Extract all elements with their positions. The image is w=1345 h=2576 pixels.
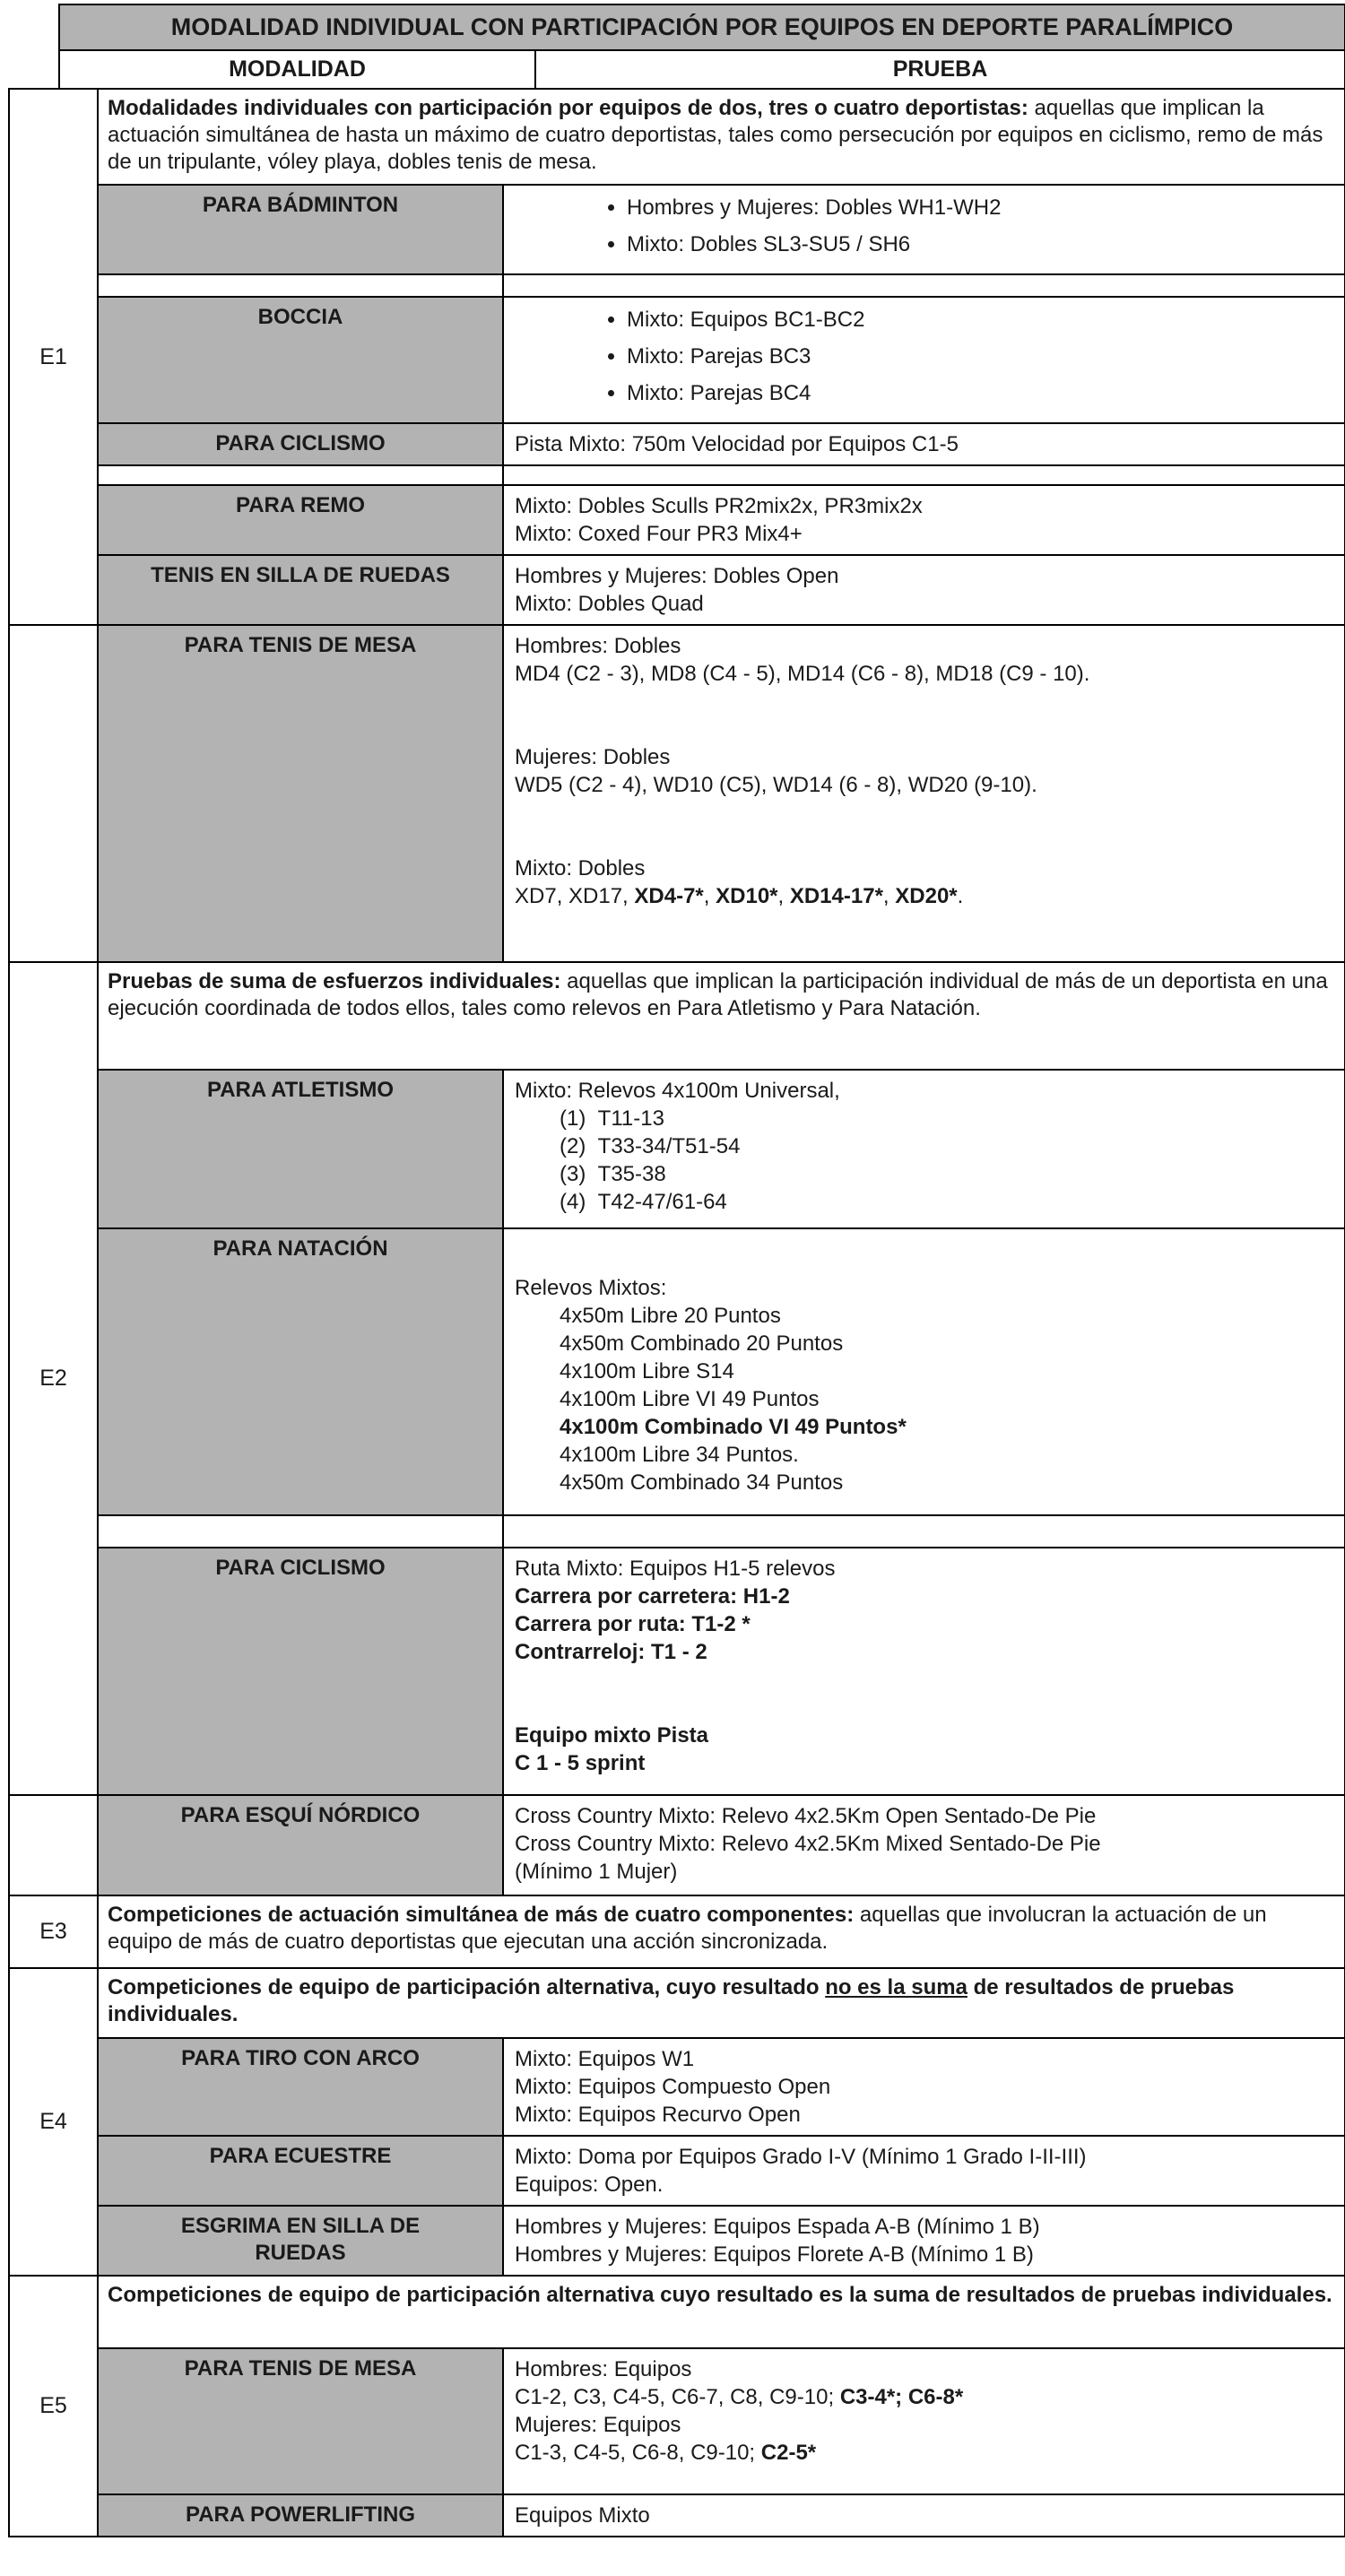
sport-cell-remo: PARA REMO (99, 486, 504, 556)
tenis-mesa-hombres-group (515, 632, 1333, 688)
text-line: Mixto: Relevos 4x100m Universal, (515, 1079, 840, 1103)
text-line: Mixto: Dobles Quad (515, 592, 704, 616)
e4-description (99, 1969, 1344, 2039)
text-line: Mixto: Coxed Four PR3 Mix4+ (515, 522, 803, 546)
text-line: Pista Mixto: 750m Velocidad por Equipos C1-5 (515, 432, 959, 456)
list-item: • Mixto: Parejas BC3 (627, 343, 1333, 370)
prueba-cell-tenis-mesa-equipos (504, 2349, 1344, 2495)
text-line: Equipos: Open. (515, 2173, 664, 2197)
prueba-cell-ciclismo-ruta (504, 1548, 1344, 1796)
text-line: Hombres: Equipos (515, 2357, 692, 2381)
text-line: Mixto: Equipos W1 (515, 2047, 695, 2071)
ciclismo-pista-group (515, 1722, 1333, 1777)
prueba-cell-tiro-con-arco (504, 2039, 1344, 2137)
spacer-cell (99, 275, 504, 298)
list-item: • Hombres y Mujeres: Dobles WH1-WH2 (627, 194, 1333, 221)
row-label-e2 (10, 963, 99, 1796)
text-line: 4x50m Combinado 34 Puntos (560, 1470, 844, 1495)
prueba-cell-esqui-nordico (504, 1796, 1344, 1896)
e4-description-post: de resultados de pruebas individuales. (108, 1975, 1235, 2026)
e5-description-text: Competiciones de equipo de participación alternativa cuyo resultado es la suma de resultados de pruebas individuales. (108, 2283, 1332, 2307)
text-line: (1) T11-13 (560, 1106, 664, 1131)
prueba-cell-esgrima (504, 2207, 1344, 2277)
text-line: Mujeres: Dobles (515, 745, 671, 769)
prueba-cell-tenis-mesa (504, 626, 1344, 963)
list-item: • Mixto: Parejas BC4 (627, 379, 1333, 407)
text-line: (4) T42-47/61-64 (560, 1190, 727, 1214)
e1-description-lead: Modalidades individuales con participación por equipos de dos, tres o cuatro deportistas: (108, 96, 1028, 120)
text-line: (Mínimo 1 Mujer) (515, 1860, 678, 1884)
prueba-cell-powerlifting (504, 2495, 1344, 2536)
column-header-prueba: PRUEBA (892, 56, 988, 82)
spacer-cell (504, 466, 1344, 486)
spacer-cell (504, 1516, 1344, 1548)
list-item: • Mixto: Dobles SL3-SU5 / SH6 (627, 230, 1333, 258)
atletismo-classes-list (515, 1105, 1333, 1216)
text-line: Cross Country Mixto: Relevo 4x2.5Km Open Sentado-De Pie (515, 1804, 1097, 1828)
natacion-events-list (515, 1302, 1333, 1496)
sport-cell-tiro-con-arco: PARA TIRO CON ARCO (99, 2039, 504, 2137)
prueba-cell-tenis-silla (504, 556, 1344, 626)
text-line: Carrera por carretera: H1-2 (515, 1584, 790, 1609)
text-line: Cross Country Mixto: Relevo 4x2.5Km Mixed Sentado-De Pie (515, 1832, 1101, 1856)
e2-description (99, 963, 1344, 1071)
e1-description (99, 90, 1344, 186)
sport-cell-boccia: BOCCIA (99, 298, 504, 424)
sport-cell-esgrima: ESGRIMA EN SILLA DE RUEDAS (99, 2207, 504, 2277)
spacer-cell (99, 466, 504, 486)
spacer-cell (504, 275, 1344, 298)
text-line: (3) T35-38 (560, 1162, 666, 1186)
prueba-cell-ciclismo (504, 424, 1344, 466)
text-line: XD7, XD17, XD4-7*, XD10*, XD14-17*, XD20*. (515, 884, 964, 908)
text-line: Hombres: Dobles (515, 634, 681, 658)
text-line: Mixto: Doma por Equipos Grado I-V (Mínimo 1 Grado I-II-III) (515, 2145, 1087, 2169)
text-line: 4x50m Libre 20 Puntos (560, 1304, 781, 1328)
e3-description (99, 1896, 1344, 1969)
text-line: Hombres y Mujeres: Equipos Espada A-B (Mínimo 1 B) (515, 2215, 1040, 2239)
e4-description-underlined: no es la suma (825, 1975, 968, 1999)
text-line: MD4 (C2 - 3), MD8 (C4 - 5), MD14 (C6 - 8), MD18 (C9 - 10). (515, 662, 1090, 686)
text-line: Carrera por ruta: T1-2 * (515, 1612, 751, 1636)
column-header-modalidad: MODALIDAD (60, 51, 536, 88)
text-line: (2) T33-34/T51-54 (560, 1134, 741, 1158)
e3-description-text: aquellas que involucran la actuación de un equipo de más de cuatro deportistas que ejecutan una acción sincronizada. (108, 1903, 1267, 1954)
table-body (8, 88, 1345, 2537)
sport-cell-tenis-mesa: PARA TENIS DE MESA (99, 626, 504, 963)
prueba-cell-ecuestre (504, 2137, 1344, 2207)
row-label-e4 (10, 1969, 99, 2277)
row-label-empty-1 (10, 626, 99, 963)
e4-description-pre: Competiciones de equipo de participación alternativa, cuyo resultado (108, 1975, 826, 1999)
sport-cell-esqui-nordico: PARA ESQUÍ NÓRDICO (99, 1796, 504, 1896)
text-line: Relevos Mixtos: (515, 1276, 667, 1300)
list-item: • Mixto: Equipos BC1-BC2 (627, 306, 1333, 334)
tenis-mesa-mujeres-group (515, 743, 1333, 799)
prueba-cell-remo (504, 486, 1344, 556)
text-line: Equipos Mixto (515, 2503, 650, 2528)
prueba-cell-badminton (504, 186, 1344, 275)
text-line: 4x100m Combinado VI 49 Puntos* (560, 1415, 907, 1439)
text-line: 4x100m Libre S14 (560, 1359, 734, 1383)
sport-cell-ciclismo: PARA CICLISMO (99, 424, 504, 466)
page-title: MODALIDAD INDIVIDUAL CON PARTICIPACIÓN POR EQUIPOS EN DEPORTE PARALÍMPICO (58, 4, 1345, 51)
e3-description-lead: Competiciones de actuación simultánea de más de cuatro componentes: (108, 1903, 855, 1927)
text-line: C1-3, C4-5, C6-8, C9-10; C2-5* (515, 2441, 817, 2465)
text-line: Hombres y Mujeres: Dobles Open (515, 564, 839, 588)
row-label-e5 (10, 2277, 99, 2536)
sport-cell-tenis-mesa-equipos: PARA TENIS DE MESA (99, 2349, 504, 2495)
table-header (58, 4, 1345, 88)
spacer-cell (99, 1516, 504, 1548)
row-label-empty-2 (10, 1796, 99, 1896)
text-line: C 1 - 5 sprint (515, 1751, 646, 1775)
e2-description-text: aquellas que implican la participación individual de más de un deportista en una ejecución coordinada de todos ellos, tales como relevos en Para Atletismo y Para Natación. (108, 969, 1328, 1020)
text-line: Contrarreloj: T1 - 2 (515, 1640, 707, 1664)
row-label-e1 (10, 90, 99, 626)
text-line: Ruta Mixto: Equipos H1-5 relevos (515, 1557, 836, 1581)
sport-cell-natacion: PARA NATACIÓN (99, 1229, 504, 1516)
sport-cell-atletismo: PARA ATLETISMO (99, 1071, 504, 1229)
sport-cell-ecuestre: PARA ECUESTRE (99, 2137, 504, 2207)
prueba-cell-atletismo (504, 1071, 1344, 1229)
text-line: Mixto: Dobles (515, 856, 646, 880)
prueba-cell-natacion (504, 1229, 1344, 1516)
boccia-events-list (515, 306, 1333, 407)
e1-label: E1 (39, 343, 67, 369)
sport-cell-ciclismo-ruta: PARA CICLISMO (99, 1548, 504, 1796)
e1-description-text: aquellas que implican la actuación simultánea de hasta un máximo de cuatro deportistas, tales como persecución por equipos en ciclismo, remo de más de un tripulante, vóley playa, dobles tenis de mesa. (108, 96, 1323, 174)
text-line: C1-2, C3, C4-5, C6-7, C8, C9-10; C3-4*; C6-8* (515, 2385, 964, 2409)
text-line: Mixto: Equipos Recurvo Open (515, 2103, 801, 2127)
e5-label: E5 (39, 2393, 67, 2418)
row-label-e3 (10, 1896, 99, 1969)
text-line: 4x100m Libre 34 Puntos. (560, 1443, 799, 1467)
text-line: Mujeres: Equipos (515, 2413, 681, 2437)
tenis-mesa-mixto-group (515, 854, 1333, 910)
sport-cell-powerlifting: PARA POWERLIFTING (99, 2495, 504, 2536)
prueba-cell-boccia (504, 298, 1344, 424)
text-line: Equipo mixto Pista (515, 1723, 709, 1748)
sport-cell-badminton: PARA BÁDMINTON (99, 186, 504, 275)
e2-label: E2 (39, 1366, 67, 1391)
e5-description (99, 2277, 1344, 2349)
text-line: 4x100m Libre VI 49 Puntos (560, 1387, 820, 1411)
sport-cell-tenis-silla: TENIS EN SILLA DE RUEDAS (99, 556, 504, 626)
text-line: Hombres y Mujeres: Equipos Florete A-B (Mínimo 1 B) (515, 2242, 1034, 2267)
text-line: Mixto: Dobles Sculls PR2mix2x, PR3mix2x (515, 494, 923, 518)
text-line: Mixto: Equipos Compuesto Open (515, 2075, 831, 2099)
text-line: WD5 (C2 - 4), WD10 (C5), WD14 (6 - 8), WD20 (9-10). (515, 773, 1037, 797)
badminton-events-list (515, 194, 1333, 258)
text-line: 4x50m Combinado 20 Puntos (560, 1331, 844, 1356)
column-headers (58, 51, 1345, 88)
e4-label: E4 (39, 2109, 67, 2134)
e2-description-lead: Pruebas de suma de esfuerzos individuales: (108, 969, 561, 993)
e3-label: E3 (39, 1919, 67, 1944)
